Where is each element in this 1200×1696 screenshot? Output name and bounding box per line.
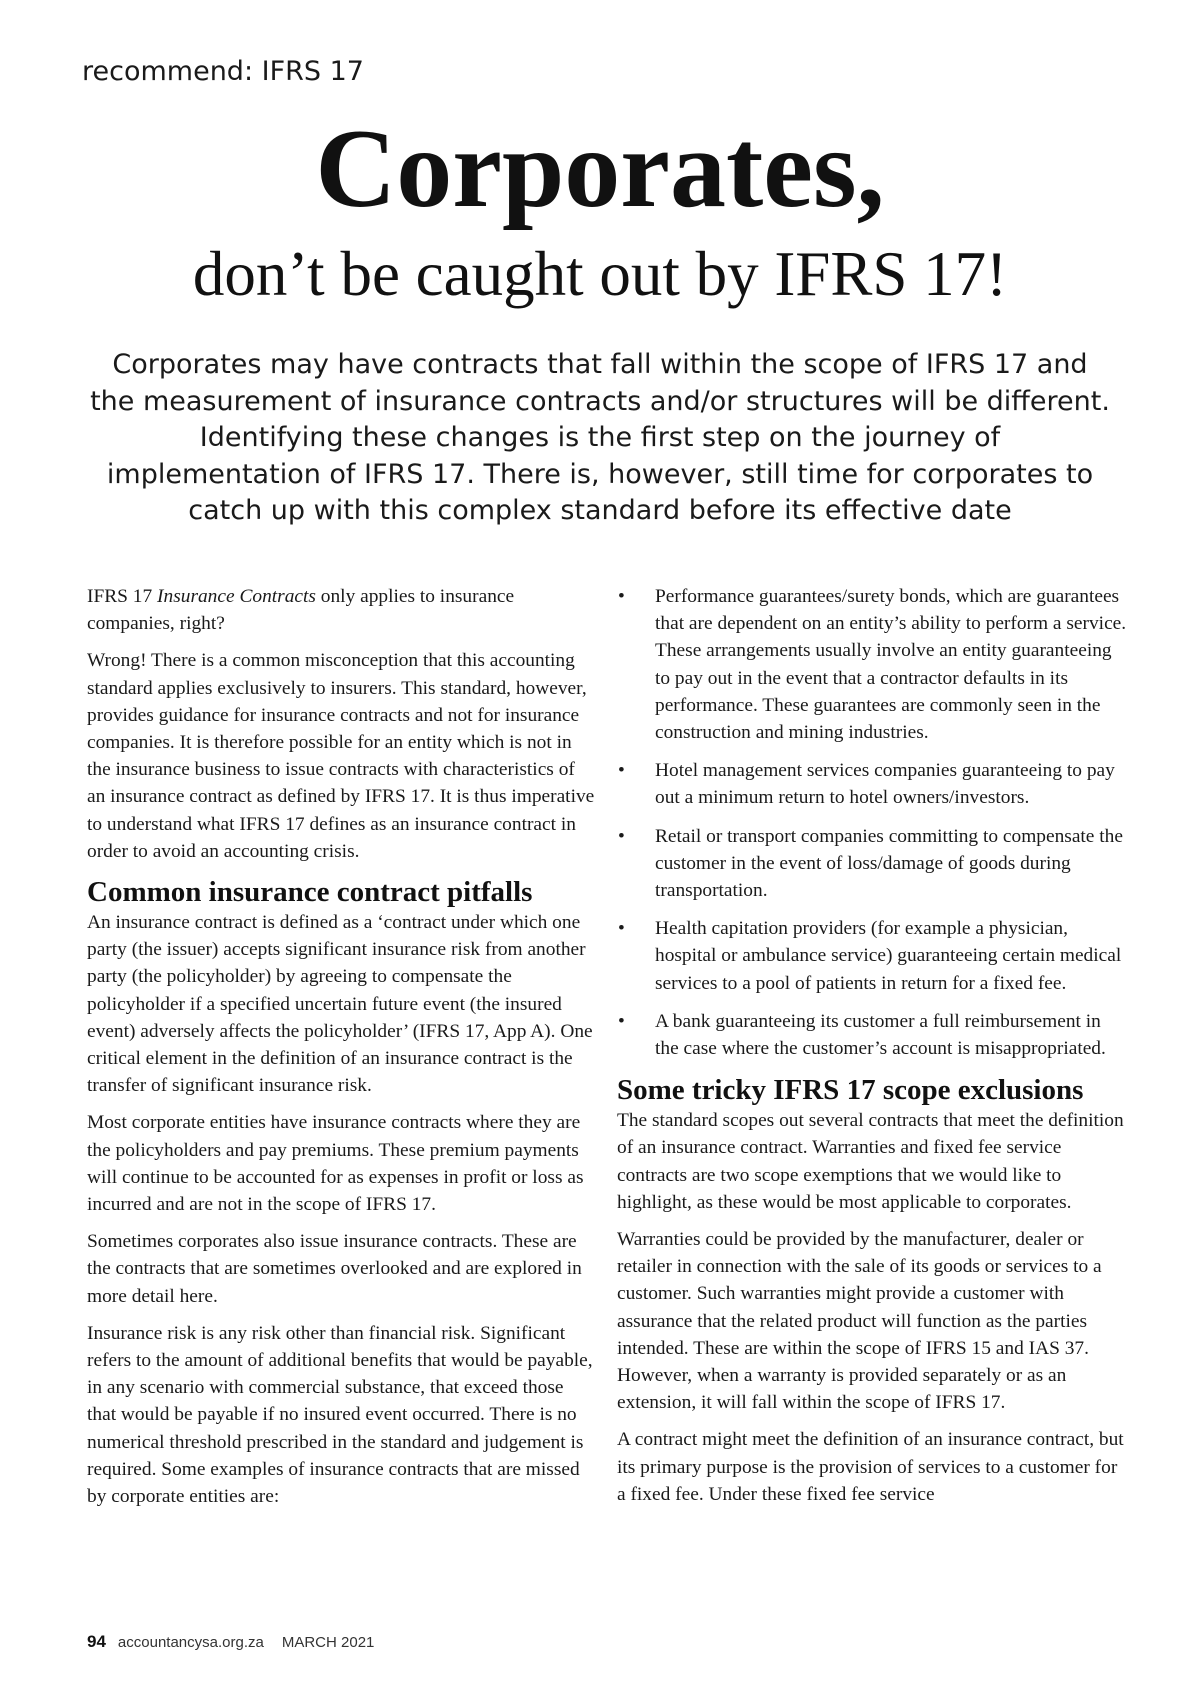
paragraph: Wrong! There is a common misconception that this accounting standard applies exclusively to insurers. This standard, however, provides guidance for insurance contracts and not for insurance companies. It is therefore possible for an entity which is not in the insurance business to issue contracts with characteristics of an insurance contract as defined by IFRS 17. It is thus imperative to understand what IFRS 17 defines as an insurance contract in order to avoid an accounting crisis. <box>87 650 595 862</box>
paragraph-text: IFRS 17 <box>87 586 158 607</box>
list-item-text: Performance guarantees/surety bonds, which are guarantees that are dependent on an entity’s ability to perform a service. These arrangements usually involve an entity guaranteeing to pay out in the event that a contractor defaults in its performance. These guarantees are commonly seen in the construction and mining industries. <box>655 586 1127 744</box>
section-tag: recommend: IFRS 17 <box>82 56 364 87</box>
article-intro: Corporates may have contracts that fall within the scope of IFRS 17 and the measurement of insurance contracts and/or structures will be different. Identifying these changes is the first step on the journey of implementation of IFRS 17. There is, however, still time for corporates to catch up with this complex standard before its effective date <box>90 349 1110 526</box>
paragraph-text: only applies to insurance companies, right? <box>87 586 515 635</box>
section-heading: Some tricky IFRS 17 scope exclusions <box>617 1074 1084 1107</box>
left-column <box>87 583 597 1520</box>
paragraph <box>87 583 597 637</box>
list-item <box>617 757 1129 811</box>
italic-title: Insurance Contracts <box>157 586 316 607</box>
bullet-list <box>617 583 1129 1062</box>
bullet-icon: • <box>618 586 625 607</box>
bullet-icon: • <box>618 1010 625 1032</box>
paragraph: Most corporate entities have insurance contracts where they are the policyholders and pay premiums. These premium payments will continue to be accounted for as expenses in profit or loss as incurred and are not in the scope of IFRS 17. <box>87 1112 584 1216</box>
paragraph: A contract might meet the definition of an insurance contract, but its primary purpose is the provision of services to a customer for a fixed fee. Under these fixed fee service <box>617 1429 1124 1505</box>
list-item-text: A bank guaranteeing its customer a full reimbursement in the case where the customer’s account is misappropriated. <box>655 1010 1106 1060</box>
footer-site: accountancysa.org.za <box>117 1634 264 1651</box>
list-item <box>617 823 1129 905</box>
paragraph: The standard scopes out several contracts that meet the definition of an insurance contract. Warranties and fixed fee service contracts are two scope exemptions that we would like to highlight, as these would be most applicable to corporates. <box>617 1110 1124 1213</box>
article-subtitle: don’t be caught out by IFRS 17! <box>192 239 1008 309</box>
page-number: 94 <box>87 1632 106 1651</box>
bullet-icon: • <box>618 825 625 847</box>
paragraph: Warranties could be provided by the manufacturer, dealer or retailer in connection with the sale of its goods or services to a customer. Such warranties might provide a customer with assurance that the related product will function as the parties intended. These are within the scope of IFRS 15 and IAS 37. However, when a warranty is provided separately or as an extension, it will fall within the scope of IFRS 17. <box>617 1229 1102 1414</box>
page-footer <box>87 1632 374 1653</box>
section-heading: Common insurance contract pitfalls <box>87 876 533 909</box>
list-item-text: Health capitation providers (for example a physician, hospital or ambulance service) guaranteeing certain medical services to a pool of patients in return for a fixed fee. <box>655 918 1122 994</box>
list-item <box>617 583 1129 746</box>
bullet-icon: • <box>618 760 625 782</box>
article-title: Corporates, <box>315 107 885 231</box>
bullet-icon: • <box>618 918 625 940</box>
paragraph: Sometimes corporates also issue insurance contracts. These are the contracts that are sometimes overlooked and are explored in more detail here. <box>87 1231 582 1307</box>
footer-issue: MARCH 2021 <box>281 1634 375 1651</box>
list-item <box>617 1008 1129 1062</box>
right-column <box>617 583 1129 1518</box>
paragraph: Insurance risk is any risk other than financial risk. Significant refers to the amount of additional benefits that would be payable, in any scenario with commercial substance, that exceed those that would be payable if no insured event occurred. There is no numerical threshold prescribed in the standard and judgement is required. Some examples of insurance contracts that are missed by corporate entities are: <box>87 1322 593 1508</box>
paragraph: An insurance contract is defined as a ‘contract under which one party (the issuer) accepts significant insurance risk from another party (the policyholder) by agreeing to compensate the policyholder if a specified uncertain future event (the insured event) adversely affects the policyholder’ (IFRS 17, App A). One critical element in the definition of an insurance contract is the transfer of significant insurance risk. <box>87 912 593 1097</box>
list-item <box>617 915 1129 997</box>
list-item-text: Hotel management services companies guaranteeing to pay out a minimum return to hotel owners/investors. <box>655 760 1115 809</box>
list-item-text: Retail or transport companies committing to compensate the customer in the event of loss/damage of goods during transportation. <box>655 825 1123 902</box>
